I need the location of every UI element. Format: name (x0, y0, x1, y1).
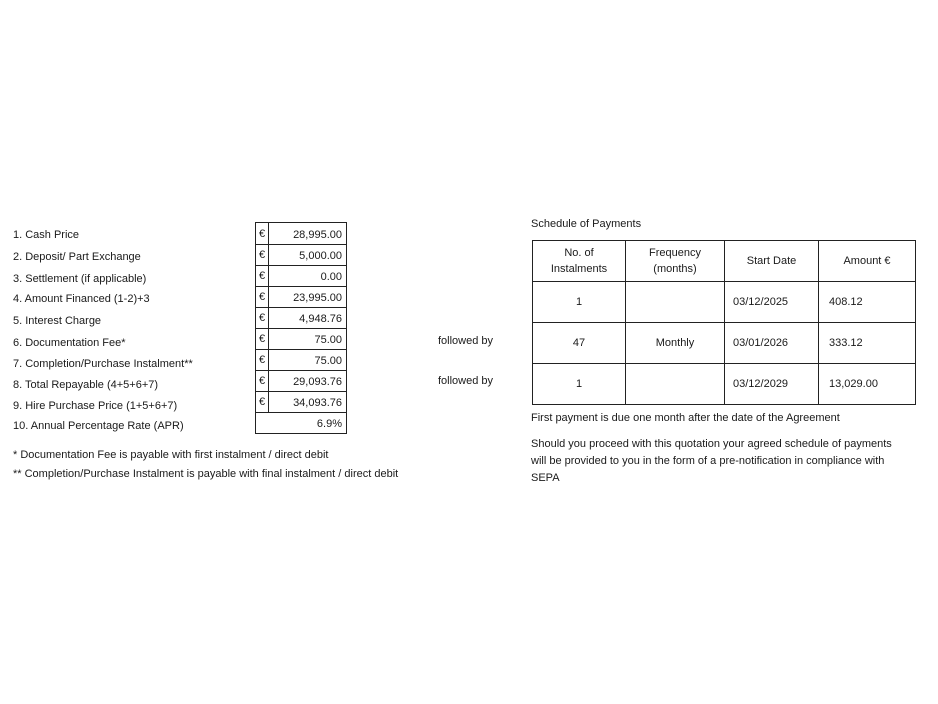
settlement-label: 3. Settlement (if applicable) (13, 273, 147, 285)
amount-cell: 333.12 (819, 323, 916, 364)
amount-financed-value: 23,995.00 (293, 292, 342, 304)
amount-row (256, 370, 346, 392)
euro-symbol: € (259, 312, 266, 324)
amount-row (256, 223, 346, 245)
start-date-cell: 03/12/2029 (725, 364, 819, 405)
amount-cell: 13,029.00 (819, 364, 916, 405)
interest-charge-value: 4,948.76 (299, 313, 342, 325)
amount-cell: 408.12 (819, 282, 916, 323)
hire-purchase-price-value: 34,093.76 (293, 397, 342, 409)
schedule-table (532, 240, 916, 405)
apr-value: 6.9% (316, 418, 342, 430)
interest-charge-label: 5. Interest Charge (13, 315, 102, 327)
documentation-fee-value: 75.00 (314, 334, 342, 346)
euro-symbol: € (259, 396, 266, 408)
amount-row (256, 265, 346, 287)
deposit-label: 2. Deposit/ Part Exchange (13, 251, 141, 263)
cash-price-label: 1. Cash Price (13, 229, 80, 241)
total-repayable-label: 8. Total Repayable (4+5+6+7) (13, 379, 159, 391)
completion-instalment-footnote: ** Completion/Purchase Instalment is payable with final instalment / direct debit (13, 468, 399, 480)
amount-row (256, 349, 346, 371)
followed-by-label: followed by (438, 375, 494, 387)
euro-symbol: € (259, 333, 266, 345)
amount-row (256, 286, 346, 308)
euro-symbol: € (259, 291, 266, 303)
first-payment-note: First payment is due one month after the date of the Agreement (531, 412, 840, 424)
frequency-cell (626, 282, 725, 323)
amount-row (256, 391, 346, 413)
frequency-cell: Monthly (626, 323, 725, 364)
amount-row (256, 328, 346, 350)
completion-instalment-label: 7. Completion/Purchase Instalment** (13, 358, 193, 370)
deposit-value: 5,000.00 (299, 250, 342, 262)
euro-symbol: € (259, 375, 266, 387)
start-date-cell: 03/01/2026 (725, 323, 819, 364)
instalments-header (533, 241, 626, 282)
total-repayable-value: 29,093.76 (293, 376, 342, 388)
euro-symbol: € (259, 228, 266, 240)
apr-label: 10. Annual Percentage Rate (APR) (13, 420, 184, 432)
table-row (533, 282, 916, 323)
frequency-header (626, 241, 725, 282)
settlement-value: 0.00 (320, 271, 342, 283)
instalments-header-line1: No. of (564, 247, 594, 259)
schedule-header-row (533, 241, 916, 282)
followed-by-label: followed by (438, 335, 494, 347)
instalments-cell: 47 (533, 323, 626, 364)
table-row (533, 323, 916, 364)
documentation-fee-label: 6. Documentation Fee* (13, 337, 126, 349)
amount-row (256, 244, 346, 266)
schedule-title: Schedule of Payments (531, 218, 642, 230)
frequency-cell (626, 364, 725, 405)
amount-row (256, 307, 346, 329)
amount-financed-label: 4. Amount Financed (1-2)+3 (13, 293, 150, 305)
instalments-header-line2: Instalments (550, 263, 608, 275)
euro-symbol: € (259, 270, 266, 282)
completion-instalment-value: 75.00 (314, 355, 342, 367)
cash-price-value: 28,995.00 (293, 229, 342, 241)
start-date-header: Start Date (725, 241, 819, 282)
frequency-header-line2: (months) (653, 263, 697, 275)
euro-symbol: € (259, 249, 266, 261)
amount-header: Amount € (819, 241, 916, 282)
instalments-cell: 1 (533, 282, 626, 323)
sepa-note: Should you proceed with this quotation your agreed schedule of payments will be provided to you in the form of a pre-notification in compliance with SEPA (531, 438, 892, 484)
amount-row (256, 412, 346, 433)
frequency-header-line1: Frequency (649, 247, 701, 259)
table-row (533, 364, 916, 405)
euro-symbol: € (259, 354, 266, 366)
start-date-cell: 03/12/2025 (725, 282, 819, 323)
instalments-cell: 1 (533, 364, 626, 405)
amounts-box (255, 222, 347, 434)
documentation-fee-footnote: * Documentation Fee is payable with first instalment / direct debit (13, 449, 329, 461)
hire-purchase-price-label: 9. Hire Purchase Price (1+5+6+7) (13, 400, 178, 412)
